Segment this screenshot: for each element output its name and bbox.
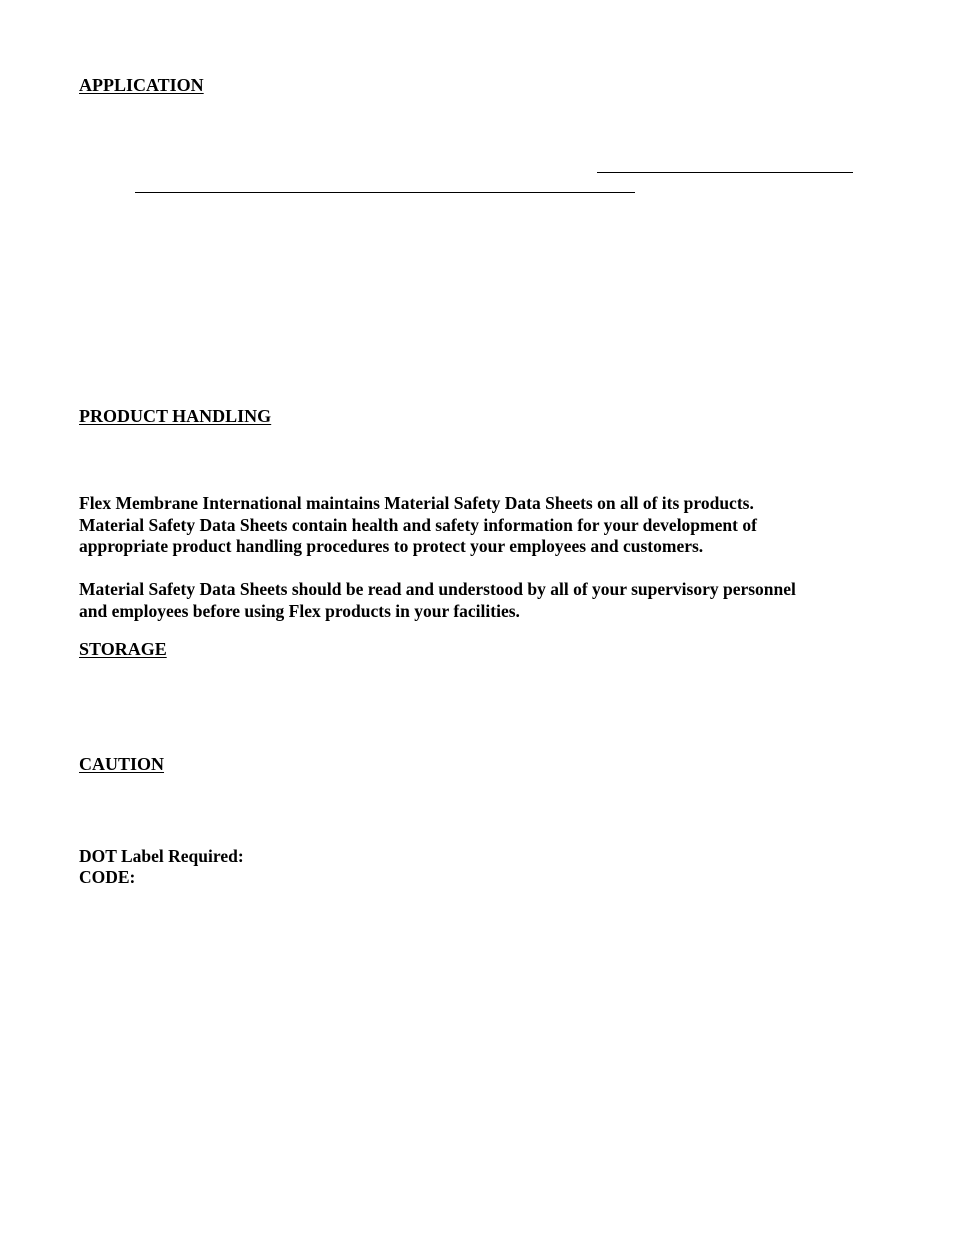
paragraph-line: Material Safety Data Sheets contain health and safety information for your development of — [79, 515, 757, 535]
paragraph-line: appropriate product handling procedures to protect your employees and customers. — [79, 536, 704, 556]
application-blank-line-2 — [135, 192, 635, 193]
product-handling-heading: PRODUCT HANDLING — [79, 406, 272, 426]
dot-code-label: CODE: — [79, 867, 136, 887]
application-blank-line-1 — [597, 172, 853, 173]
paragraph-line: Flex Membrane International maintains Material Safety Data Sheets on all of its products. — [79, 493, 754, 513]
caution-heading: CAUTION — [79, 754, 165, 774]
paragraph-line: and employees before using Flex products in your facilities. — [79, 601, 520, 621]
paragraph-line: Material Safety Data Sheets should be read and understood by all of your supervisory personnel — [79, 579, 796, 599]
storage-heading: STORAGE — [79, 639, 167, 659]
dot-label-required: DOT Label Required: — [79, 846, 244, 866]
application-heading: APPLICATION — [79, 75, 204, 95]
